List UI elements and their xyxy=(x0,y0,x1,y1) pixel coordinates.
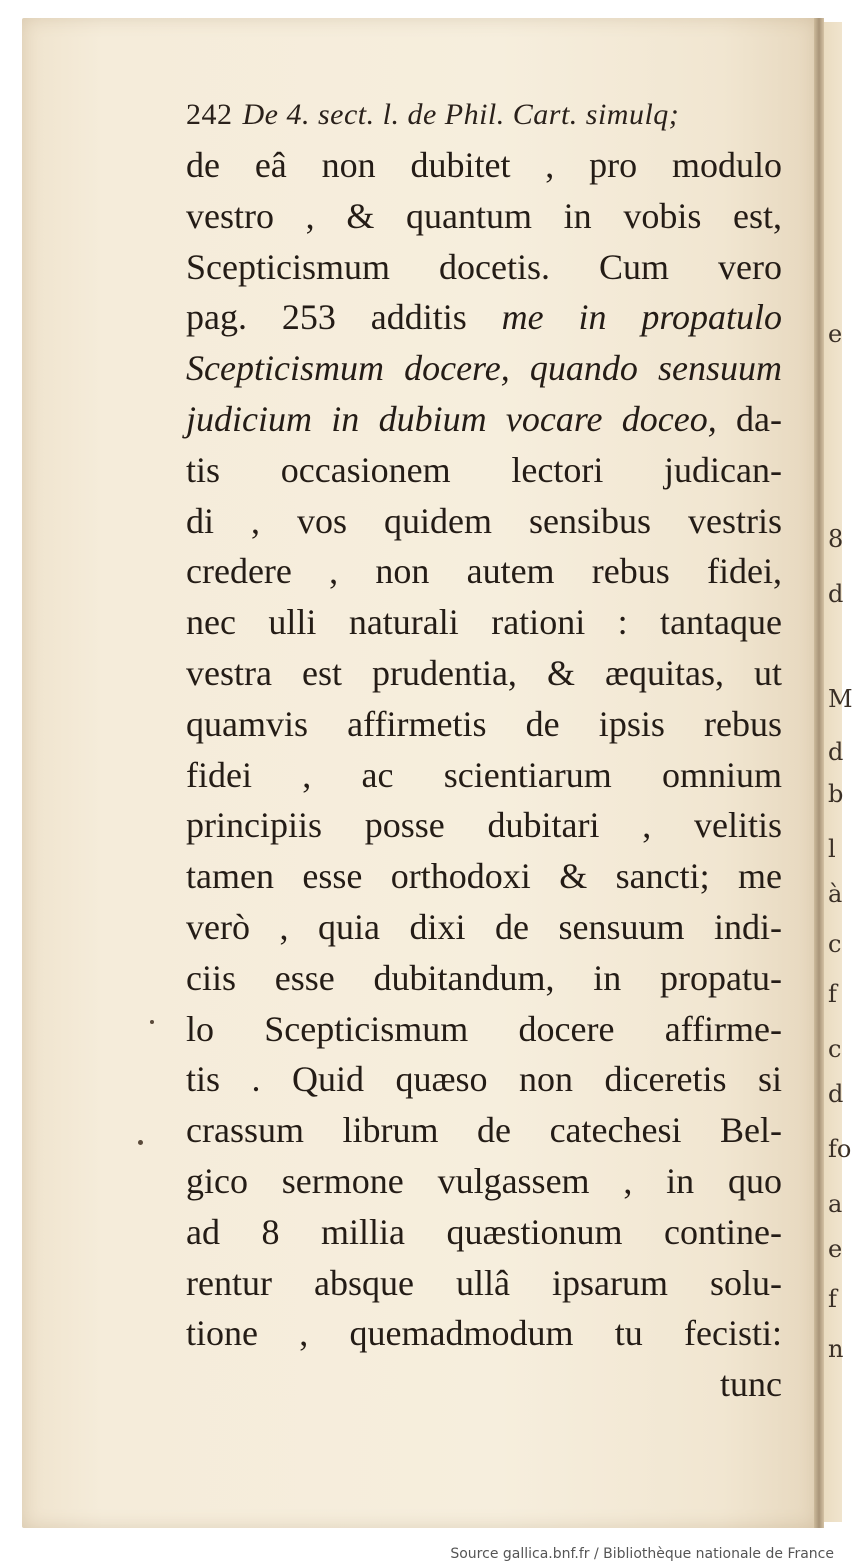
text-line xyxy=(186,292,782,343)
text-run: tis occasionem lectori judican- xyxy=(186,449,782,490)
text-line xyxy=(186,1258,782,1309)
text-run: quamvis affirmetis de ipsis rebus xyxy=(186,703,782,744)
text-run: lo Scepticismum docere affirme- xyxy=(186,1008,782,1049)
facing-page-fragment: b xyxy=(828,780,844,808)
text-run: principiis posse dubitari , velitis xyxy=(186,805,782,846)
text-run: tis . Quid quæso non diceretis si xyxy=(186,1059,782,1100)
facing-page-fragment: 8 xyxy=(828,525,844,553)
text-line xyxy=(186,1156,782,1207)
text-line xyxy=(186,546,782,597)
facing-page-fragment: c xyxy=(828,1035,842,1063)
facing-page-fragment: l xyxy=(828,835,836,863)
text-line xyxy=(186,496,782,547)
facing-page-fragment: f xyxy=(828,1285,837,1313)
text-line xyxy=(186,597,782,648)
facing-page-fragment: d xyxy=(828,1080,844,1108)
text-line xyxy=(186,394,782,445)
text-run: da- xyxy=(716,398,782,439)
text-run: pag. 253 additis xyxy=(186,297,502,338)
text-line xyxy=(186,953,782,1004)
text-run: ad 8 millia quæstionum contine- xyxy=(186,1211,782,1252)
text-line xyxy=(186,851,782,902)
page-number: 242 xyxy=(186,98,233,131)
running-title: De 4. sect. l. de Phil. Cart. simulq; xyxy=(242,98,680,131)
facing-page-fragment: M xyxy=(828,685,853,713)
text-line xyxy=(186,699,782,750)
ink-speck xyxy=(138,1140,143,1145)
text-run: credere , non autem rebus fidei, xyxy=(186,551,782,592)
text-run: nec ulli naturali rationi : tantaque xyxy=(186,602,782,643)
body-text xyxy=(186,140,782,1410)
text-line xyxy=(186,140,782,191)
text-run: di , vos quidem sensibus vestris xyxy=(186,500,782,541)
facing-page-fragment: n xyxy=(828,1335,844,1363)
text-run: vestra est prudentia, & æquitas, ut xyxy=(186,652,782,693)
facing-page-fragment: e xyxy=(828,1235,843,1263)
text-run: ciis esse dubitandum, in propatu- xyxy=(186,957,782,998)
source-attribution: Source gallica.bnf.fr / Bibliothèque nationale de France xyxy=(450,1546,834,1562)
text-line xyxy=(186,902,782,953)
running-head xyxy=(186,98,786,132)
italic-run: Scepticismum docere, quando sensuum xyxy=(186,348,782,389)
text-line xyxy=(186,242,782,293)
facing-page-fragment: f xyxy=(828,980,837,1008)
top-margin xyxy=(0,0,842,20)
text-line xyxy=(186,1308,782,1359)
facing-page-fragment: c xyxy=(828,930,842,958)
facing-page-fragment: d xyxy=(828,580,844,608)
text-run: vestro , & quantum in vobis est, xyxy=(186,195,782,236)
text-run: gico sermone vulgassem , in quo xyxy=(186,1160,782,1201)
facing-page-fragment: d xyxy=(828,738,844,766)
text-line xyxy=(186,1054,782,1105)
text-line xyxy=(186,343,782,394)
book-gutter xyxy=(814,18,824,1528)
text-line xyxy=(186,648,782,699)
catchword: tunc xyxy=(720,1364,782,1405)
facing-page-fragment: e xyxy=(828,320,843,348)
facing-page-fragment: fo xyxy=(828,1135,852,1163)
text-run: tione , quemadmodum tu fecisti: xyxy=(186,1313,782,1354)
facing-page-fragment: à xyxy=(828,880,843,908)
text-line xyxy=(186,191,782,242)
text-line xyxy=(186,1207,782,1258)
text-run: Scepticismum docetis. Cum vero xyxy=(186,246,782,287)
text-line xyxy=(186,1004,782,1055)
text-run: fidei , ac scientiarum omnium xyxy=(186,754,782,795)
facing-page-fragment: a xyxy=(828,1190,843,1218)
italic-run: me in propatulo xyxy=(501,297,782,338)
book-page-right-edge xyxy=(824,22,853,1522)
text-run: de eâ non dubitet , pro modulo xyxy=(186,145,782,185)
italic-run: judicium in dubium vocare doceo, xyxy=(186,398,717,439)
text-run: tamen esse orthodoxi & sancti; me xyxy=(186,856,782,897)
text-line xyxy=(186,800,782,851)
text-line xyxy=(186,750,782,801)
text-run: rentur absque ullâ ipsarum solu- xyxy=(186,1262,782,1303)
text-line xyxy=(186,1105,782,1156)
text-run: verò , quia dixi de sensuum indi- xyxy=(186,906,782,947)
text-run: crassum librum de catechesi Bel- xyxy=(186,1110,782,1151)
ink-speck xyxy=(150,1020,154,1024)
text-line xyxy=(186,445,782,496)
